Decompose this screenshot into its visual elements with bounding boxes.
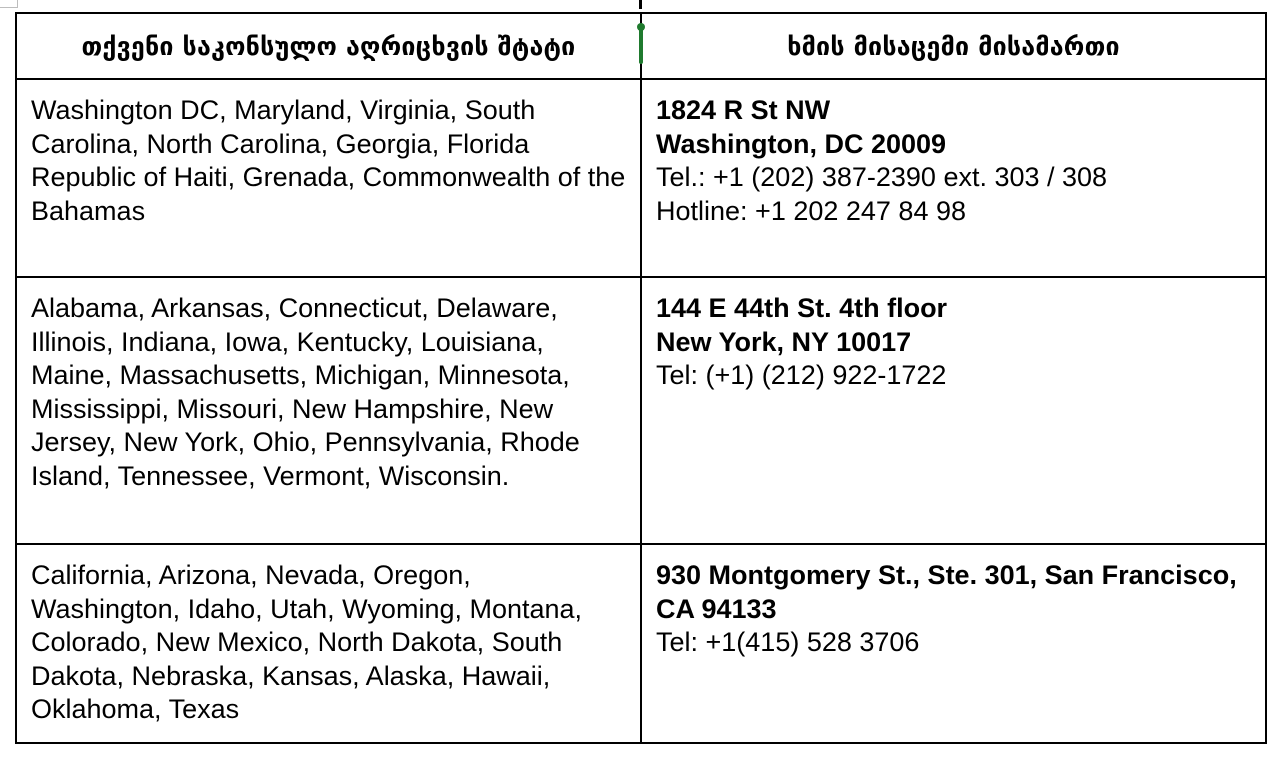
address-hotline: Hotline: +1 202 247 84 98 [656,195,966,226]
header-row [16,13,1266,79]
address-cell[interactable] [641,277,1266,544]
header-cell-address[interactable] [641,13,1266,79]
consulate-voting-table [15,12,1267,744]
address-street-city: 930 Montgomery St., Ste. 301, San Francisco, CA 94133 [656,560,1237,624]
corner-select-marker [0,0,18,8]
column-resize-handle-icon[interactable] [639,26,643,64]
address-phone: Tel.: +1 (202) 387-2390 ext. 303 / 308 [656,162,1108,193]
header-states-label: თქვენი საკონსულო აღრიცხვის შტატი [81,31,576,61]
states-cell[interactable] [16,544,641,743]
states-cell[interactable] [16,79,641,277]
address-phone: Tel: (+1) (212) 922-1722 [656,360,947,391]
states-cell[interactable] [16,277,641,544]
states-text: Washington DC, Maryland, Virginia, South Carolina, North Carolina, Georgia, Florida Republic of Haiti, Grenada, Commonwealth of the Bahamas [31,95,626,226]
address-cell[interactable] [641,79,1266,277]
address-cell[interactable] [641,544,1266,743]
address-street: 144 E 44th St. 4th floor [656,293,948,323]
address-city: New York, NY 10017 [656,326,912,357]
address-phone: Tel: +1(415) 528 3706 [656,627,920,658]
table-row-new-york [16,277,1266,544]
header-address-label: ხმის მისაცემი მისამართი [787,31,1120,61]
address-street: 1824 R St NW [656,95,831,125]
address-city: Washington, DC 20009 [656,128,947,159]
states-text: California, Arizona, Nevada, Oregon, Washington, Idaho, Utah, Wyoming, Montana, Colorado, New Mexico, North Dakota, South Dakota, Nebraska, Kansas, Alaska, Hawaii, Oklahoma, Texas [31,560,583,725]
header-cell-states[interactable] [16,13,641,79]
states-text: Alabama, Arkansas, Connecticut, Delaware, Illinois, Indiana, Iowa, Kentucky, Louisiana, Maine, Massachusetts, Michigan, Minnesota, Mississippi, Missouri, New Hampshire, New Jersey, New York, Ohio, Pennsylvania, Rhode Island, Tennessee, Vermont, Wisconsin. [31,293,580,491]
table-row-washington [16,79,1266,277]
column-boundary-marker [639,0,642,9]
table-row-san-francisco [16,544,1266,743]
